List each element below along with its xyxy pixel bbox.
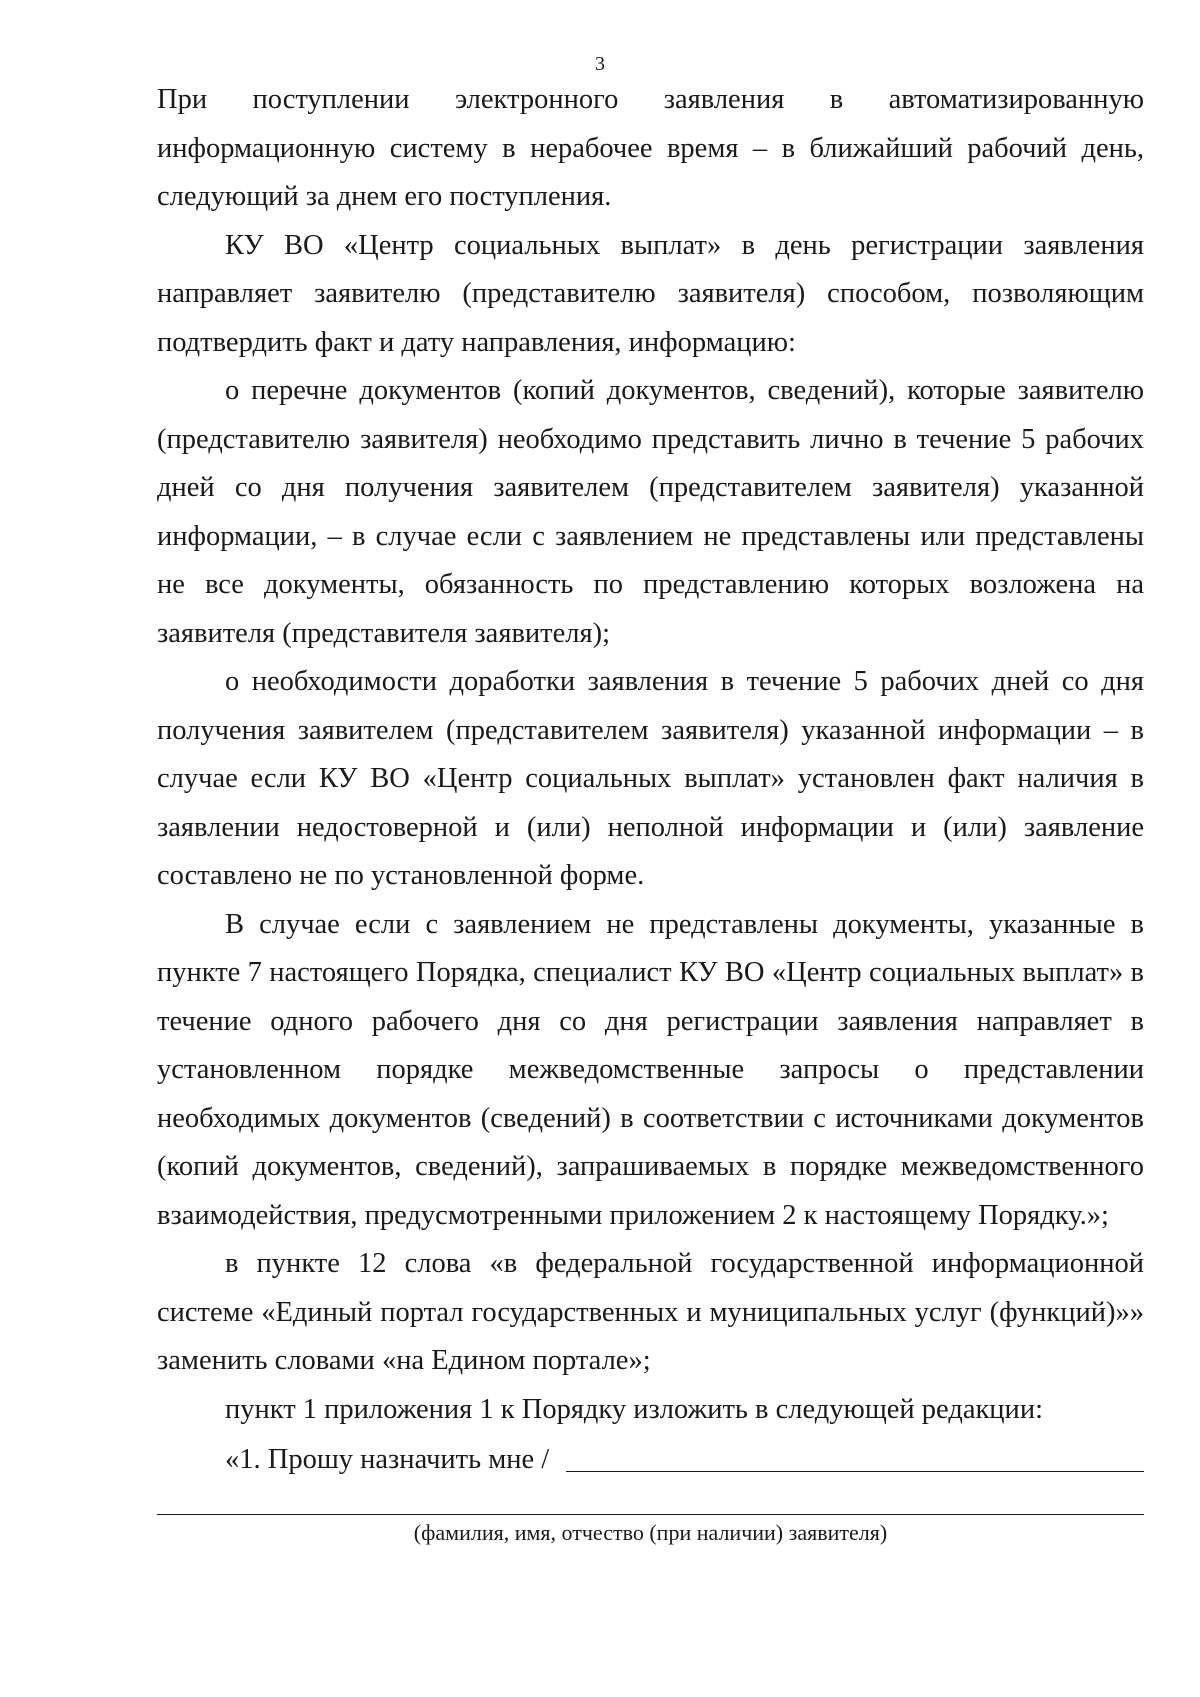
body-text	[157, 76, 1144, 1434]
form-caption: (фамилия, имя, отчество (при наличии) заявителя)	[413, 1520, 888, 1545]
paragraph-4: о необходимости доработки заявления в течение 5 рабочих дней со дня получения заявителем (представителем заявителя) указанной информации – в случае если КУ ВО «Центр социальных выплат» установлен факт наличия в заявлении недостоверной и (или) неполной информации и (или) заявление составлено не по установленной форме.	[157, 666, 1144, 891]
paragraph-7: пункт 1 приложения 1 к Порядку изложить в следующей редакции:	[225, 1393, 1043, 1425]
form-lead-text: «1. Прошу назначить мне /	[225, 1444, 550, 1475]
form-fill-line	[566, 1471, 1144, 1472]
paragraph-1: При поступлении электронного заявления в автоматизированную информационную систему в нерабочее время – в ближайший рабочий день, следующий за днем его поступления.	[157, 84, 1144, 212]
page-number: 3	[595, 53, 605, 75]
form-request-line	[225, 1435, 1144, 1485]
paragraph-6: в пункте 12 слова «в федеральной государственной информационной системе «Единый портал государственных и муниципальных услуг (функций)»» заменить словами «на Едином портале»;	[157, 1248, 1144, 1376]
paragraph-5: В случае если с заявлением не представлены документы, указанные в пункте 7 настоящего Порядка, специалист КУ ВО «Центр социальных выплат» в течение одного рабочего дня со дня регистрации заявления направляет в установленном порядке межведомственные запросы о представлении необходимых документов (сведений) в соответствии с источниками документов (копий документов, сведений), запрашиваемых в порядке межведомственного взаимодействия, предусмотренными приложением 2 к настоящему Порядку.»;	[157, 908, 1144, 1231]
paragraph-3: о перечне документов (копий документов, сведений), которые заявителю (представителю заявителя) необходимо представить лично в течение 5 рабочих дней со дня получения заявителем (представителем заявителя) указанной информации, – в случае если с заявлением не представлены или представлены не все документы, обязанность по представлению которых возложена на заявителя (представителя заявителя);	[157, 375, 1144, 649]
paragraph-2: КУ ВО «Центр социальных выплат» в день регистрации заявления направляет заявителю (представителю заявителя) способом, позволяющим подтвердить факт и дату направления, информацию:	[157, 229, 1144, 358]
form-full-rule	[157, 1514, 1144, 1515]
